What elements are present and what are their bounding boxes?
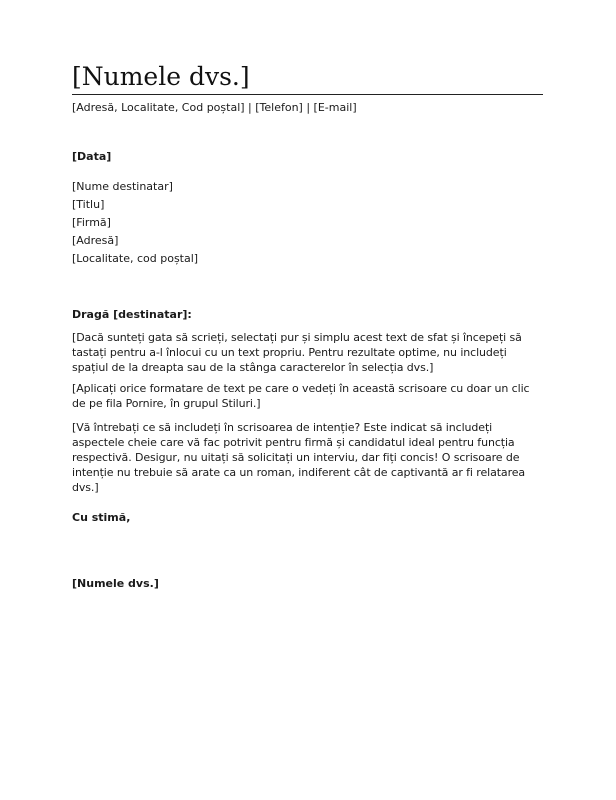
header-divider bbox=[72, 94, 543, 95]
letter-date[interactable]: [Data] bbox=[72, 150, 112, 163]
letter-greeting[interactable]: Dragă [destinatar]: bbox=[72, 308, 192, 321]
body-paragraph-1[interactable]: [Dacă sunteți gata să scrieți, selectați pur și simplu acest text de sfat și începeți să tastați pentru a-l înlocui cu un text propriu. Pentru rezultate optime, nu includeți spațiul de la dreapta sau de la stânga caracterelor în selecția dvs.] bbox=[72, 331, 522, 374]
body-paragraph-2[interactable]: [Aplicați orice formatare de text pe care o vedeți în această scrisoare cu doar un clic de pe fila Pornire, în grupul Stiluri.] bbox=[72, 382, 530, 410]
body-paragraph-3[interactable]: [Vă întrebați ce să includeți în scrisoarea de intenție? Este indicat să includeți aspectele cheie care vă fac potrivit pentru firmă și candidatul ideal pentru funcția respectivă. Desigur, nu uitați să solicitați un interviu, dar fiți concis! O scrisoare de intenție nu trebuie să arate ca un roman, indiferent cât de captivantă ar fi relatarea dvs.] bbox=[72, 421, 526, 494]
signature-name[interactable]: [Numele dvs.] bbox=[72, 577, 159, 590]
letter-closing[interactable]: Cu stimă, bbox=[72, 511, 131, 524]
recipient-company[interactable]: [Firmă] bbox=[72, 216, 111, 229]
recipient-address[interactable]: [Adresă] bbox=[72, 234, 119, 247]
recipient-title[interactable]: [Titlu] bbox=[72, 198, 105, 211]
recipient-city-postal[interactable]: [Localitate, cod poștal] bbox=[72, 252, 199, 265]
recipient-address-block bbox=[72, 178, 198, 268]
sender-name-heading[interactable]: [Numele dvs.] bbox=[72, 62, 250, 91]
recipient-name[interactable]: [Nume destinatar] bbox=[72, 180, 173, 193]
sender-contact-line[interactable]: [Adresă, Localitate, Cod poștal] | [Telefon] | [E-mail] bbox=[72, 101, 357, 114]
